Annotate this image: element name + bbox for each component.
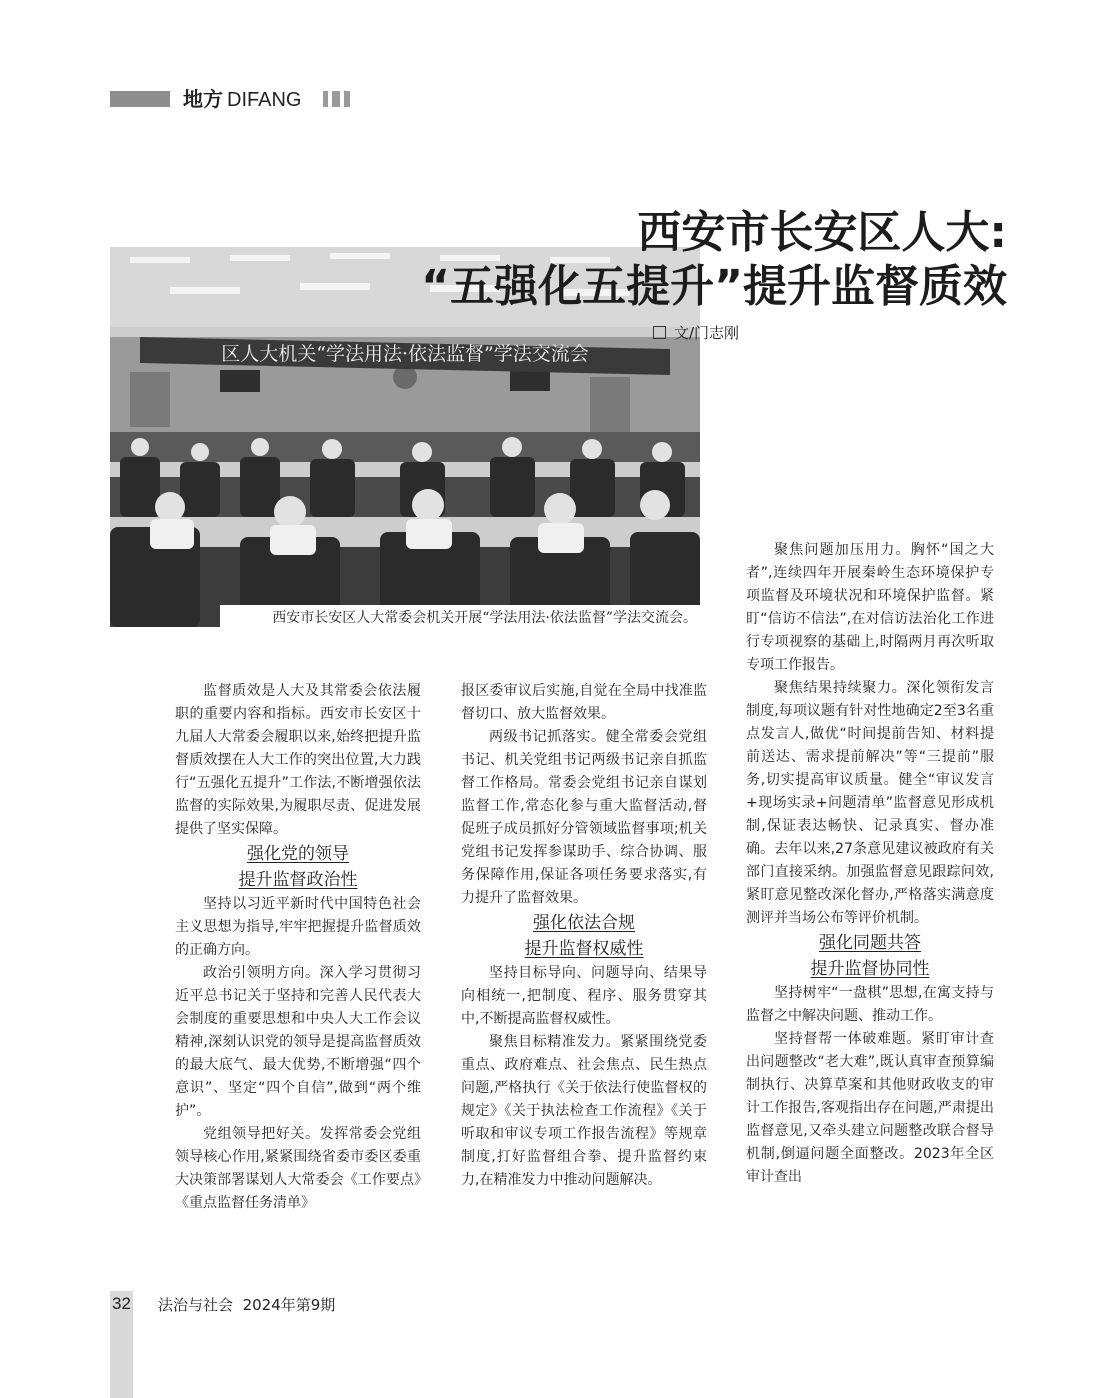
title-line-2: “五强化五提升”提升监督质效 [421,261,1007,312]
paragraph: 聚焦目标精准发力。紧紧围绕党委重点、政府难点、社会焦点、民生热点问题,严格执行《关于依法行使监督权的规定》《关于执法检查工作流程》《关于听取和审议专项工作报告流程》等规章制度,打好监督组合拳、提升监督约束力,在精准发力中推动问题解决。 [461,1034,707,1188]
subheading: 强化同题共答 [819,933,921,953]
paragraph: 两级书记抓落实。健全常委会党组书记、机关党组书记两级书记亲自抓监督工作格局。常委会党组书记亲自谋划监督工作,常态化参与重大监督活动,督促班子成员抓好分管领域监督事项;机关党组书记发挥参谋助手、综合协调、服务保障作用,保证各项任务要求落实,有力提升了监督效果。 [461,729,707,906]
subheading: 强化党的领导 [247,844,349,864]
paragraph: 聚焦问题加压用力。胸怀“国之大者”,连续四年开展秦岭生态环境保护专项监督及环境状况和环境保护监督。紧盯“信访不信法”,在对信访法治化工作进行专项视察的基础上,时隔两月再次听取专项工作报告。 [746,542,994,673]
subheading: 提升监督权威性 [524,939,644,959]
column-3 [746,539,994,1189]
magazine-info [158,1295,335,1315]
byline [653,323,739,343]
column-1 [175,680,421,1215]
byline-author: 文/门志刚 [674,324,740,342]
paragraph: 监督质效是人大及其常委会依法履职的重要内容和指标。西安市长安区十九届人大常委会履职以来,始终把提升监督质效摆在人大工作的突出位置,大力践行“五强化五提升”工作法,不断增强依法监督的实际效果,为履职尽责、促进发展提供了坚实保障。 [175,683,421,837]
section-header [183,86,301,113]
byline-box-icon [653,326,666,339]
paragraph: 报区委审议后实施,自觉在全局中找准监督切口、放大监督效果。 [461,683,707,722]
paragraph: 坚持树牢“一盘棋”思想,在寓支持与监督之中解决问题、推动工作。 [746,985,994,1024]
photo-banner: 区人大机关“学法用法·依法监督”学法交流会 [221,343,589,365]
issue-label: 2024年第9期 [242,1296,336,1314]
paragraph: 坚持督帮一体破难题。紧盯审计查出问题整改“老大难”,既认真审查预算编制执行、决算草案和其他财政收支的审计工作报告,客观指出存在问题,严肃提出监督意见,又牵头建立问题整改联合督导机制,倒逼问题全面整改。2023年全区审计查出 [746,1031,994,1185]
subheading: 提升监督协同性 [810,959,930,979]
subheading: 强化依法合规 [533,913,635,933]
magazine-name: 法治与社会 [158,1296,234,1314]
title-line-1: 西安市长安区人大: [637,207,1007,258]
paragraph: 坚持目标导向、问题导向、结果导向相统一,把制度、程序、服务贯穿其中,不断提高监督权威性。 [461,965,707,1027]
header-bar [110,91,170,107]
section-label: 地方 [183,87,223,111]
column-2 [461,680,707,1192]
subheading: 提升监督政治性 [238,870,358,890]
paragraph: 政治引领明方向。深入学习贯彻习近平总书记关于坚持和完善人民代表大会制度的重要思想和中央人大工作会议精神,深刻认识党的领导是提高监督质效的最大底气、最大优势,不断增强“四个意识”、坚定“四个自信”,做到“两个维护”。 [175,965,421,1119]
paragraph: 坚持以习近平新时代中国特色社会主义思想为指导,牢牢把握提升监督质效的正确方向。 [175,896,421,958]
paragraph: 聚焦结果持续聚力。深化领衔发言制度,每项议题有针对性地确定2至3名重点发言人,做优“时间提前告知、材料提前送达、需求提前解决”等“三提前”服务,切实提高审议质量。健全“审议发言+现场实录+问题清单”监督意见形成机制,保证表达畅快、记录真实、督办准确。去年以来,27条意见建议被政府有关部门直接采纳。加强监督意见跟踪问效,紧盯意见整改深化督办,严格落实满意度测评并当场公布等评价机制。 [746,680,994,926]
paragraph: 党组领导把好关。发挥常委会党组领导核心作用,紧紧围绕省委市委区委重大决策部署谋划人大常委会《工作要点》《重点监督任务清单》 [175,1126,421,1211]
photo-caption: 西安市长安区人大常委会机关开展“学法用法·依法监督”学法交流会。 [272,610,697,626]
page-number: 32 [112,1294,131,1313]
section-label-en: DIFANG [227,89,302,111]
